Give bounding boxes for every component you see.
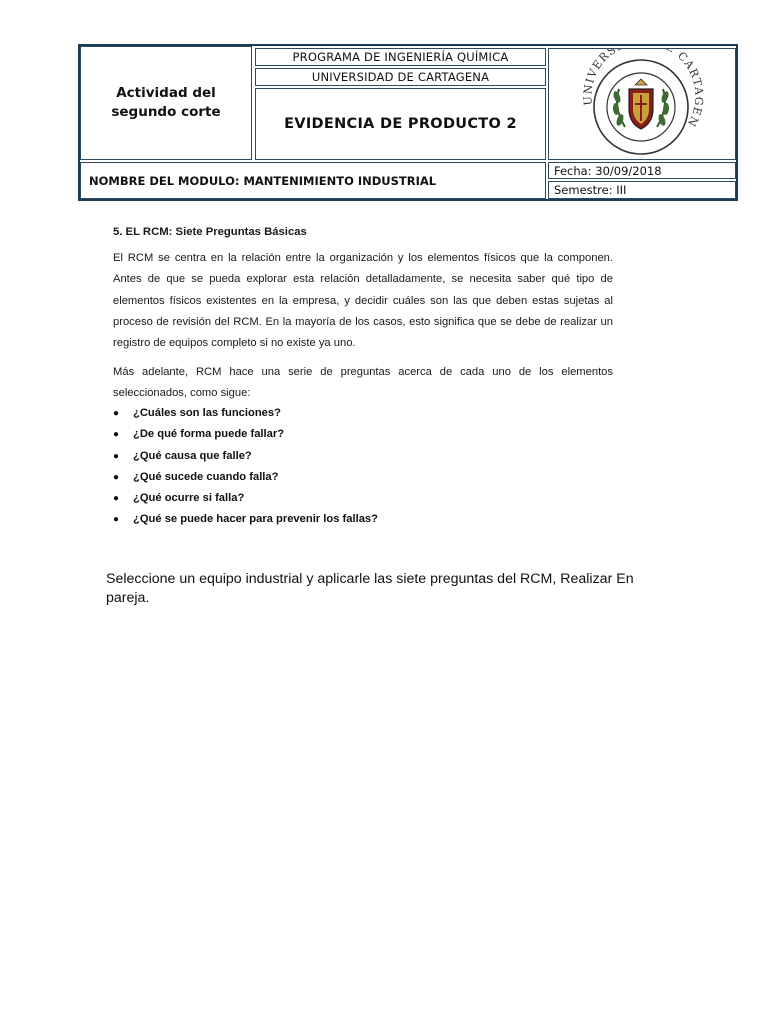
- logo-cell: [548, 48, 736, 160]
- svg-text:UNIVERSIDAD DE CARTAGENA: [549, 49, 706, 129]
- list-item: ● ¿Cuáles son las funciones?: [113, 403, 378, 424]
- section-title: 5. EL RCM: Siete Preguntas Básicas: [113, 226, 307, 238]
- bullet-icon: ●: [113, 493, 120, 505]
- bullet-icon: ●: [113, 408, 120, 419]
- bullet-icon: ●: [113, 514, 120, 526]
- list-item: ● ¿Qué causa que falle?: [113, 446, 378, 467]
- paragraph-2: Más adelante, RCM hace una serie de preguntas acerca de cada uno de los elementos seleccionados, como sigue:: [113, 366, 613, 400]
- activity-line-1: Actividad del: [116, 85, 216, 101]
- instruction-text: Seleccione un equipo industrial y aplicarle las siete preguntas del RCM, Realizar En pareja.: [106, 571, 634, 606]
- university-cell: [255, 68, 546, 86]
- activity-line-2: segundo corte: [111, 104, 221, 120]
- bullet-icon: ●: [113, 429, 120, 441]
- paragraph-1: El RCM se centra en la relación entre la organización y los elementos físicos que la componen. Antes de que se pueda explorar esta relación detalladamente, se necesita saber qué tipo de elementos físicos existentes en la empresa, y decidir cuáles son las que deben estas sujetas al proceso de revisión del RCM. En la mayoría de los casos, esto significa que se debe de realizar un registro de equipos completo si no existe ya uno.: [113, 252, 613, 350]
- module-cell: [80, 162, 546, 199]
- module-name: NOMBRE DEL MODULO: MANTENIMIENTO INDUSTRIAL: [89, 173, 437, 188]
- date-cell: [548, 162, 736, 179]
- list-item: ● ¿De qué forma puede fallar?: [113, 424, 378, 445]
- bullet-icon: ●: [113, 450, 120, 462]
- semester-value: Semestre: III: [554, 183, 627, 197]
- semester-cell: [548, 181, 736, 199]
- university-seal-icon: [549, 49, 737, 161]
- list-item: ● ¿Qué se puede hacer para prevenir los fallas?: [113, 509, 378, 530]
- activity-cell: [80, 46, 252, 160]
- bullet-icon: ●: [113, 471, 120, 483]
- list-item: ● ¿Qué ocurre si falla?: [113, 488, 378, 509]
- evidence-cell: [255, 88, 546, 160]
- program-name: PROGRAMA DE INGENIERÍA QUÍMICA: [292, 50, 509, 64]
- evidence-title: EVIDENCIA DE PRODUCTO 2: [284, 116, 517, 132]
- seal-text: UNIVERS CARTAGEN: [581, 49, 706, 130]
- date-value: Fecha: 30/09/2018: [554, 163, 662, 178]
- questions-list: [113, 403, 378, 531]
- list-item: ● ¿Qué sucede cuando falla?: [113, 467, 378, 488]
- university-name: UNIVERSIDAD DE CARTAGENA: [311, 70, 490, 84]
- program-cell: [255, 48, 546, 66]
